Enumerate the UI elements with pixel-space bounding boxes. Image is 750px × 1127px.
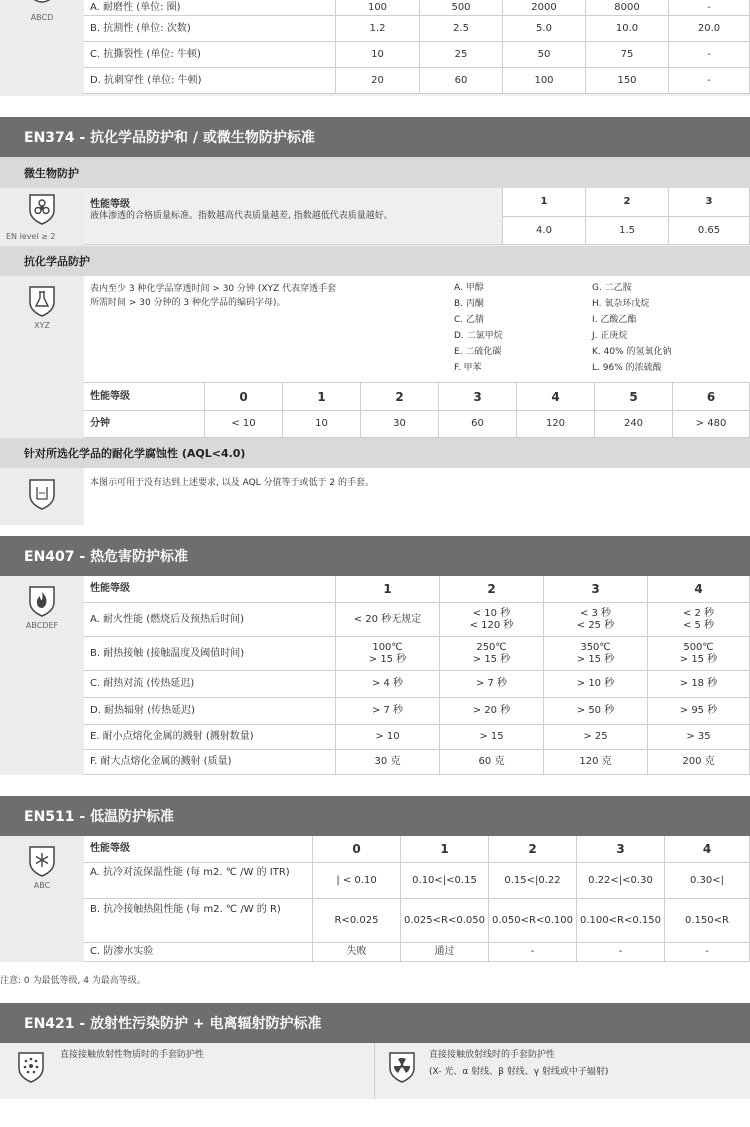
- table-cell: 8000: [586, 0, 669, 16]
- table-row-label: F. 耐大点熔化金属的溅射 (质量): [84, 750, 336, 775]
- table-cell: 30: [361, 411, 439, 438]
- micro-subheader: 微生物防护: [0, 157, 750, 188]
- table-header-cell: 2: [440, 576, 544, 603]
- table-cell: > 18 秒: [648, 671, 750, 698]
- list-item: B. 丙酮: [454, 299, 484, 309]
- table-header-cell: 5: [595, 383, 673, 411]
- chem-subheader: 抗化学品防护: [0, 246, 750, 276]
- table-cell: 60: [439, 411, 517, 438]
- chem-level-label: 性能等级: [84, 383, 205, 411]
- list-item: D. 二氯甲烷: [454, 331, 503, 341]
- table-cell: 10: [283, 411, 361, 438]
- table-cell: 0.10<|<0.15: [401, 863, 489, 899]
- en388-icon-column: [0, 0, 84, 96]
- table-cell: 100℃ > 15 秒: [336, 637, 440, 671]
- table-header-cell: 1: [283, 383, 361, 411]
- en407-header: EN407 - 热危害防护标准: [0, 536, 750, 576]
- table-cell: 120 克: [544, 750, 648, 775]
- table-cell: 0.65: [669, 217, 750, 245]
- table-cell: 1.2: [336, 16, 420, 42]
- table-header-cell: 3: [577, 836, 665, 863]
- radioactive-contamination-icon: [16, 1050, 46, 1084]
- table-row-label: B. 耐热接触 (接触温度及阈值时间): [84, 637, 336, 671]
- chem-minute-label: 分钟: [84, 411, 205, 438]
- table-header-cell: 6: [673, 383, 750, 411]
- beaker-shield-icon: [0, 477, 84, 511]
- en511-table: [84, 836, 750, 962]
- table-cell: > 15: [440, 725, 544, 750]
- table-cell: 0.025<R<0.050: [401, 899, 489, 943]
- table-cell: -: [489, 943, 577, 962]
- en407-table: [84, 576, 750, 775]
- table-cell: > 10 秒: [544, 671, 648, 698]
- table-header-cell: 性能等级: [84, 576, 336, 603]
- table-cell: 0.050<R<0.100: [489, 899, 577, 943]
- list-item: L. 96% 的浓硫酸: [592, 363, 662, 373]
- table-cell: < 10 秒 < 120 秒: [440, 603, 544, 637]
- table-cell: -: [665, 943, 750, 962]
- table-cell: 75: [586, 42, 669, 68]
- en511-header: EN511 - 低温防护标准: [0, 796, 750, 836]
- table-header-cell: 3: [669, 188, 750, 217]
- table-cell: 150: [586, 68, 669, 94]
- en407-icon-column: [0, 576, 84, 775]
- table-cell: 4.0: [503, 217, 586, 245]
- table-cell: > 7 秒: [440, 671, 544, 698]
- en388-table: [84, 0, 750, 94]
- radiation-icon: [387, 1050, 417, 1084]
- en421-left-panel: [0, 1043, 374, 1099]
- table-cell: 2000: [503, 0, 586, 16]
- en421-right-text-2: (X- 光、α 射线、β 射线、γ 射线或中子辐射): [429, 1067, 609, 1077]
- table-cell: 20: [336, 68, 420, 94]
- table-cell: 240: [595, 411, 673, 438]
- en421-right-panel: [375, 1043, 750, 1099]
- table-cell: 20.0: [669, 16, 750, 42]
- aql-icon-column: [0, 468, 84, 525]
- table-header-cell: 2: [489, 836, 577, 863]
- micro-table: [503, 188, 750, 245]
- table-cell: > 10: [336, 725, 440, 750]
- en421-left-text: 直接接触放射性物质时的手套防护性: [60, 1050, 205, 1060]
- table-cell: 0.22<|<0.30: [577, 863, 665, 899]
- en407-icon-caption: ABCDEF: [25, 621, 59, 630]
- table-cell: -: [669, 0, 750, 16]
- micro-desc-box: [84, 188, 503, 245]
- table-cell: > 50 秒: [544, 698, 648, 725]
- chem-table: [84, 383, 750, 438]
- chem-desc-line-2: 所需时间 > 30 分钟的 3 种化学品的编码字母)。: [90, 298, 286, 308]
- biohazard-icon: [0, 192, 84, 226]
- table-cell: 通过: [401, 943, 489, 962]
- list-item: K. 40% 的氢氧化钠: [592, 347, 672, 357]
- table-header-cell: 3: [439, 383, 517, 411]
- en421-header: EN421 - 放射性污染防护 + 电离辐射防护标准: [0, 1003, 750, 1043]
- table-cell: 0.100<R<0.150: [577, 899, 665, 943]
- table-header-cell: 2: [361, 383, 439, 411]
- table-header-cell: 0: [313, 836, 401, 863]
- aql-desc: 本图示可用于没有达到上述要求, 以及 AQL 分值等于或低于 2 的手套。: [90, 478, 374, 488]
- table-header-cell: 1: [401, 836, 489, 863]
- table-cell: -: [669, 68, 750, 94]
- table-cell: 失败: [313, 943, 401, 962]
- table-cell: 60 克: [440, 750, 544, 775]
- table-cell: > 4 秒: [336, 671, 440, 698]
- table-row-label: E. 耐小点熔化金属的溅射 (溅射数量): [84, 725, 336, 750]
- table-cell: -: [577, 943, 665, 962]
- chem-icon-caption: XYZ: [34, 321, 50, 330]
- table-cell: 100: [336, 0, 420, 16]
- table-cell: 100: [503, 68, 586, 94]
- table-row-label: A. 耐火性能 (燃烧后及预热后时间): [84, 603, 336, 637]
- table-header-cell: 1: [336, 576, 440, 603]
- table-cell: 0.30<|: [665, 863, 750, 899]
- table-row-label: A. 耐磨性 (单位: 圈): [84, 0, 336, 16]
- table-cell: 2.5: [420, 16, 503, 42]
- table-cell: 500℃ > 15 秒: [648, 637, 750, 671]
- table-cell: > 7 秒: [336, 698, 440, 725]
- chem-desc-box: [84, 276, 750, 383]
- table-cell: > 480: [673, 411, 750, 438]
- table-cell: < 3 秒 < 25 秒: [544, 603, 648, 637]
- chem-list-right: [592, 282, 672, 375]
- table-cell: 0.150<R: [665, 899, 750, 943]
- flask-shield-icon: [0, 284, 84, 318]
- table-cell: < 2 秒 < 5 秒: [648, 603, 750, 637]
- aql-desc-box: [84, 468, 750, 525]
- list-item: J. 正庚烷: [592, 331, 628, 341]
- table-header-cell: 4: [665, 836, 750, 863]
- table-header-cell: 2: [586, 188, 669, 217]
- chem-desc-line-1: 表内至少 3 种化学品穿透时间 > 30 分钟 (XYZ 代表穿透手套: [90, 284, 337, 294]
- table-cell: 30 克: [336, 750, 440, 775]
- en511-note: 注意: 0 为最低等级, 4 为最高等级。: [0, 976, 146, 986]
- table-cell: > 95 秒: [648, 698, 750, 725]
- table-cell: -: [669, 42, 750, 68]
- en388-icon-caption: ABCD: [30, 13, 54, 22]
- table-row-label: C. 防渗水实验: [84, 943, 313, 962]
- table-row-label: B. 抗冷接触热阻性能 (每 m2. ℃ /W 的 R): [84, 899, 313, 943]
- table-cell: 5.0: [503, 16, 586, 42]
- list-item: C. 乙腈: [454, 315, 485, 325]
- table-header-cell: 4: [648, 576, 750, 603]
- micro-desc: 液体渗透的合格质量标准。指数越高代表质量越差, 指数越低代表质量越好。: [90, 211, 393, 221]
- table-cell: 250℃ > 15 秒: [440, 637, 544, 671]
- table-cell: < 20 秒无规定: [336, 603, 440, 637]
- hammer-shield-icon: [0, 0, 84, 10]
- list-item: A. 甲醇: [454, 283, 484, 293]
- table-header-cell: 0: [205, 383, 283, 411]
- table-cell: 50: [503, 42, 586, 68]
- table-cell: 120: [517, 411, 595, 438]
- table-row-label: C. 抗撕裂性 (单位: 牛顿): [84, 42, 336, 68]
- table-cell: 0.15<|0.22: [489, 863, 577, 899]
- list-item: E. 二硫化碳: [454, 347, 502, 357]
- table-cell: 500: [420, 0, 503, 16]
- table-cell: 1.5: [586, 217, 669, 245]
- table-row-label: D. 耐热辐射 (传热延迟): [84, 698, 336, 725]
- aql-subheader: 针对所选化学品的耐化学腐蚀性 (AQL<4.0): [0, 438, 750, 468]
- table-cell: R<0.025: [313, 899, 401, 943]
- table-row-label: D. 抗刺穿性 (单位: 牛顿): [84, 68, 336, 94]
- micro-icon-caption: EN level ≥ 2: [6, 232, 56, 241]
- en511-icon-caption: ABC: [33, 881, 51, 890]
- en374-header: EN374 - 抗化学品防护和 / 或微生物防护标准: [0, 117, 750, 157]
- table-cell: 10.0: [586, 16, 669, 42]
- en421-right-text-1: 直接接触放射线时的手套防护性: [429, 1050, 556, 1060]
- table-cell: > 20 秒: [440, 698, 544, 725]
- table-row-label: C. 耐热对流 (传热延迟): [84, 671, 336, 698]
- table-cell: > 35: [648, 725, 750, 750]
- flame-shield-icon: [0, 584, 84, 618]
- list-item: G. 二乙胺: [592, 283, 632, 293]
- table-cell: | < 0.10: [313, 863, 401, 899]
- micro-icon-column: [0, 188, 84, 246]
- table-cell: 350℃ > 15 秒: [544, 637, 648, 671]
- table-row-label: A. 抗冷对流保温性能 (每 m2. ℃ /W 的 ITR): [84, 863, 313, 899]
- table-cell: 25: [420, 42, 503, 68]
- table-header-cell: 3: [544, 576, 648, 603]
- list-item: H. 氧杂环戊烷: [592, 299, 650, 309]
- micro-level-label: 性能等级: [90, 199, 130, 210]
- table-cell: < 10: [205, 411, 283, 438]
- table-header-cell: 1: [503, 188, 586, 217]
- snowflake-shield-icon: [0, 844, 84, 878]
- list-item: F. 甲苯: [454, 363, 482, 373]
- table-cell: > 25: [544, 725, 648, 750]
- table-cell: 10: [336, 42, 420, 68]
- en511-icon-column: [0, 836, 84, 962]
- table-header-cell: 4: [517, 383, 595, 411]
- chem-list-left: [454, 282, 503, 375]
- table-cell: 60: [420, 68, 503, 94]
- chem-icon-column: [0, 276, 84, 438]
- table-row-label: B. 抗割性 (单位: 次数): [84, 16, 336, 42]
- table-header-cell: 性能等级: [84, 836, 313, 863]
- table-cell: 200 克: [648, 750, 750, 775]
- list-item: I. 乙酸乙酯: [592, 315, 637, 325]
